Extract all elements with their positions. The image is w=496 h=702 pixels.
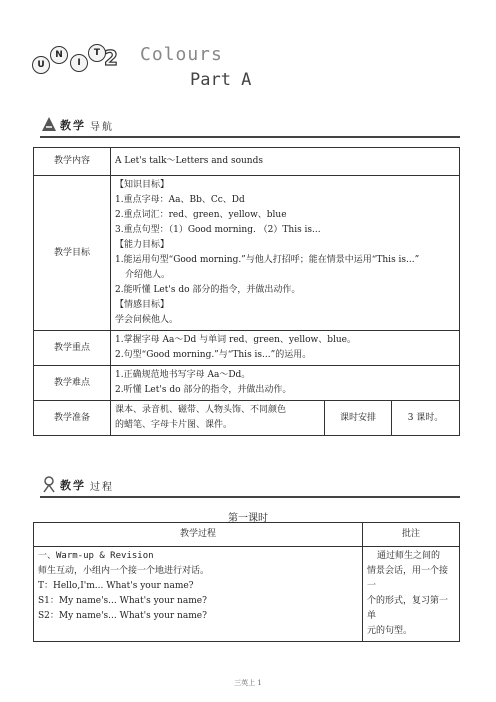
- section-guide-title-a: 教学: [60, 119, 86, 132]
- process-cell: [34, 547, 363, 642]
- overview-table: [33, 147, 460, 436]
- note-line: 元的句型。: [367, 626, 413, 636]
- knowledge-heading: 【知识目标】: [115, 180, 170, 190]
- note-line: 个的形式，复习第一单: [367, 596, 449, 621]
- prep-item: 课本、录音机、磁带、人物头饰、不同颜色: [115, 405, 287, 415]
- process-line: S1：My name's... What's your name?: [38, 596, 207, 606]
- lesson-title: 第一课时: [228, 513, 268, 524]
- knowledge-item: 3.重点句型：（1）Good morning. （2）This is...: [115, 225, 321, 235]
- difficulty-item: 1.正确规范地书写字母 Aa～Dd。: [115, 370, 251, 380]
- difficulty-cell: [111, 366, 460, 401]
- emotion-item: 学会问候他人。: [115, 315, 179, 325]
- prep-label: 教学准备: [34, 401, 111, 436]
- time-value: 3 课时。: [392, 401, 460, 436]
- difficulty-label: 教学难点: [34, 366, 111, 401]
- unit-badge-u: U: [32, 56, 50, 74]
- key-cell: [111, 331, 460, 366]
- key-item: 2.句型“Good morning.”与“This is...”的运用。: [115, 350, 312, 360]
- emotion-heading: 【情感目标】: [115, 300, 170, 310]
- key-item: 1.掌握字母 Aa～Dd 与单词 red、green、yellow、blue。: [115, 335, 356, 345]
- process-line: 师生互动，小组内一个接一个地进行对话。: [38, 566, 210, 576]
- guide-icon: [40, 115, 58, 133]
- col-process: 教学过程: [34, 523, 363, 547]
- difficulty-item: 2.听懂 Let's do 部分的指令，并做出动作。: [115, 385, 292, 395]
- section-guide-title-b: 导航: [90, 122, 114, 133]
- knowledge-item: 2.重点词汇：red、green、yellow、blue: [115, 210, 287, 220]
- unit-badge-i: I: [70, 54, 88, 72]
- section-process-title-b: 过程: [90, 482, 114, 493]
- process-icon: [40, 475, 58, 493]
- goals-label: 教学目标: [34, 176, 111, 331]
- process-line: T：Hello,I'm... What's your name?: [38, 581, 194, 591]
- col-note: 批注: [363, 523, 460, 547]
- prep-item: 的蜡笔、字母卡片图、课件。: [115, 420, 233, 430]
- note-line: 情景会话，用一个接一: [367, 566, 449, 591]
- part-title: Part A: [190, 70, 252, 90]
- unit-badge-n: N: [50, 46, 68, 64]
- goals-cell: [111, 176, 460, 331]
- content-value: A Let's talk～Letters and sounds: [111, 148, 460, 176]
- section-process-title-a: 教学: [60, 479, 86, 492]
- page-footer: 三英上 1: [234, 679, 262, 687]
- process-line: S2：My name's... What's your name?: [38, 611, 207, 621]
- ability-item-cont: 介绍他人。: [125, 270, 171, 280]
- key-label: 教学重点: [34, 331, 111, 366]
- unit-badge-t: T: [88, 44, 106, 62]
- content-label: 教学内容: [34, 148, 111, 176]
- unit-title: Colours: [140, 44, 223, 65]
- unit-number: 2: [104, 46, 118, 70]
- section-guide-rule: [40, 136, 460, 138]
- knowledge-item: 1.重点字母：Aa、Bb、Cc、Dd: [115, 195, 245, 205]
- note-cell: [363, 547, 460, 642]
- prep-cell: [111, 401, 325, 436]
- time-label: 课时安排: [325, 401, 392, 436]
- step-title: 一、Warm-up & Revision: [38, 551, 154, 561]
- section-guide-header: [40, 115, 114, 133]
- lesson-table: [33, 522, 460, 642]
- ability-item: 1.能运用句型“Good morning.”与他人打招呼；能在情景中运用“This is...”: [115, 255, 420, 265]
- ability-item: 2.能听懂 Let's do 部分的指令，并做出动作。: [115, 285, 301, 295]
- section-process-rule: [40, 496, 460, 498]
- ability-heading: 【能力目标】: [115, 240, 170, 250]
- note-line: 通过师生之间的: [377, 551, 441, 561]
- section-process-header: [40, 475, 114, 493]
